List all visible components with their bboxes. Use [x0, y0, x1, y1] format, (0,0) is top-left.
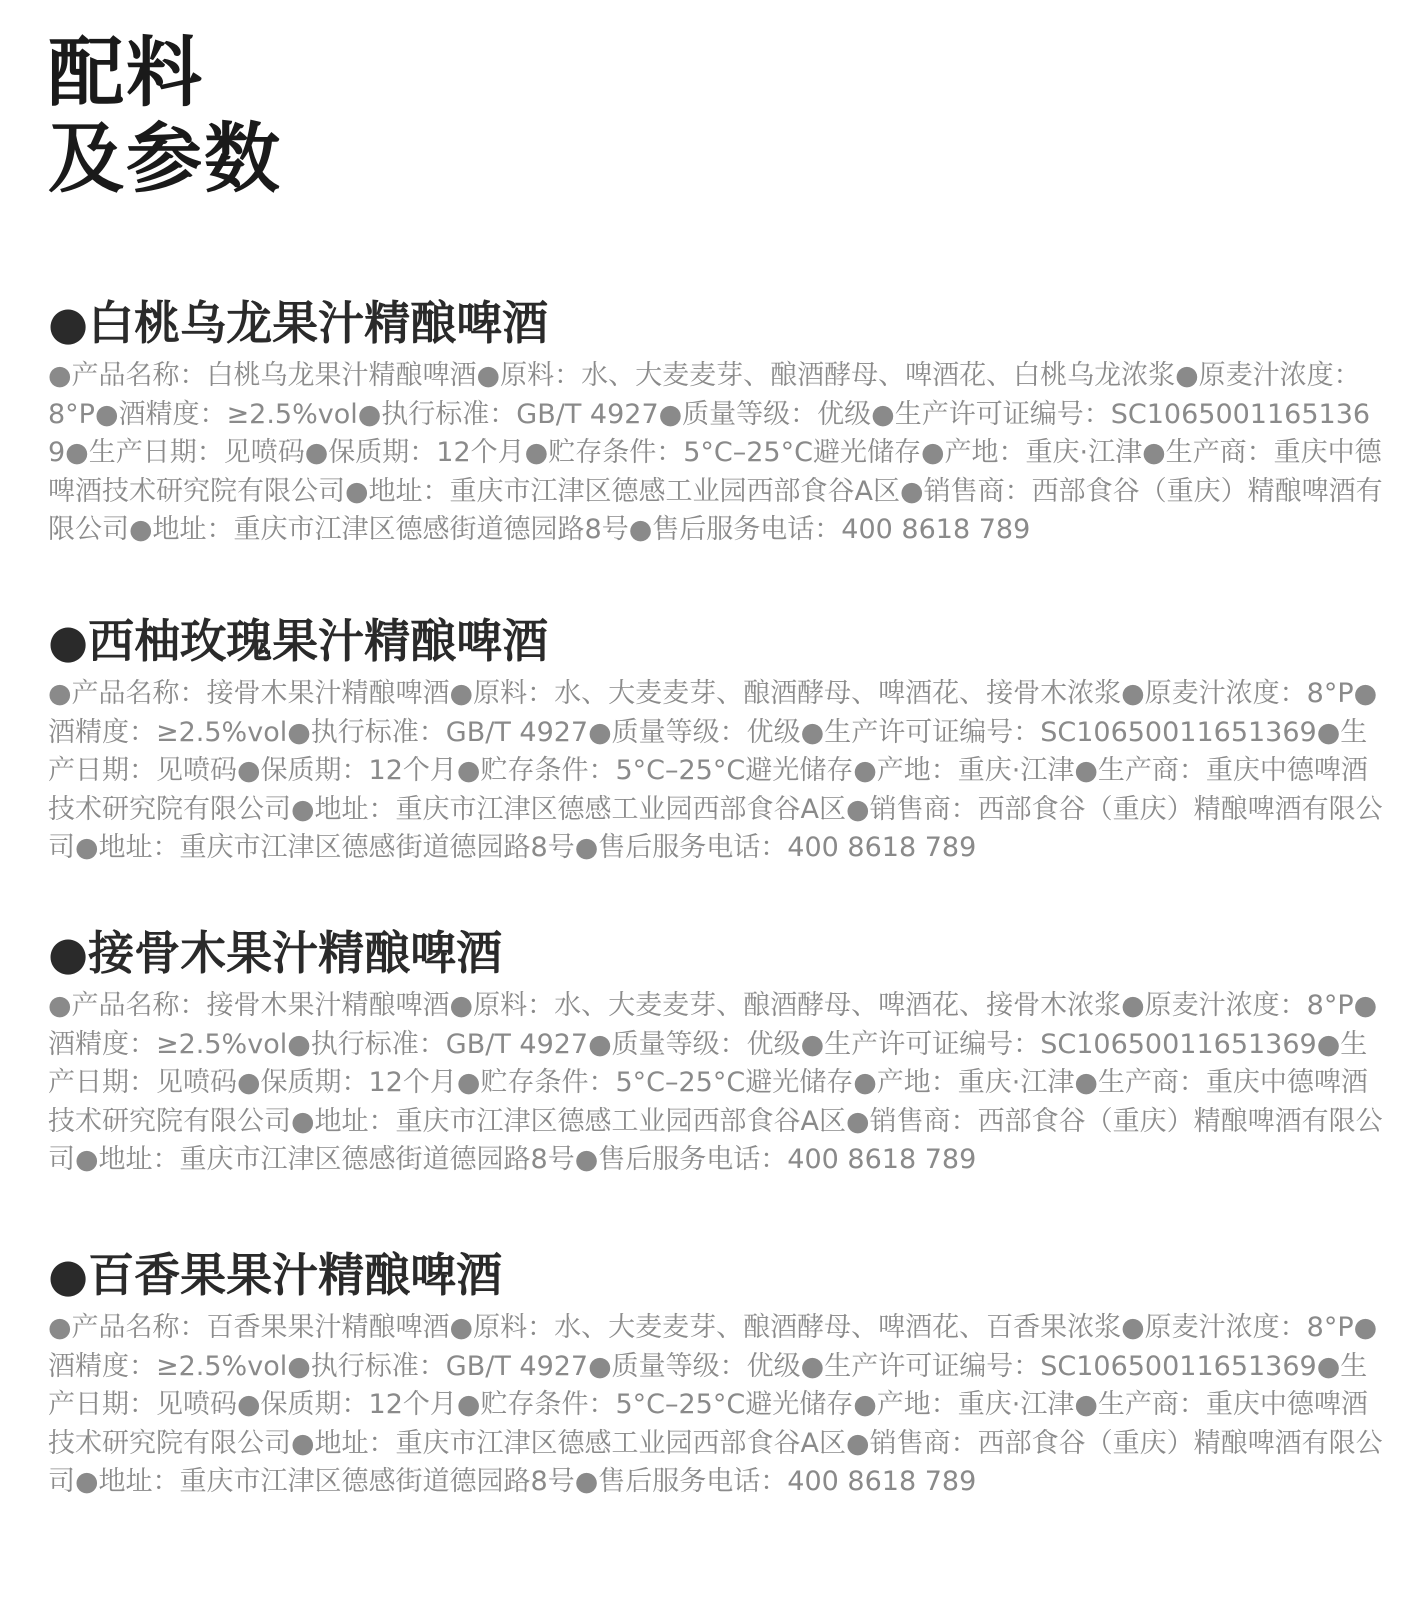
product-title: ●白桃乌龙果汁精酿啤酒 — [48, 296, 549, 350]
product-section-grapefruit-rose — [48, 613, 1388, 868]
product-section-passion-fruit — [48, 1247, 1388, 1502]
product-specs: ●产品名称：百香果果汁精酿啤酒●原料：水、大麦麦芽、酿酒酵母、啤酒花、百香果浓浆●原麦汁浓度：8°P●酒精度：≥2.5%vol●执行标准：GB/T 4927●质量等级：优级●生产许可证编号：SC10650011651369●生产日期：见喷码●保质期：12个月●贮存条件：5°C–25°C避光储存●产地：重庆·江津●生产商：重庆中德啤酒技术研究院有限公司●地址：重庆市江津区德感工业园西部食谷A区●销售商：西部食谷（重庆）精酿啤酒有限公司●地址：重庆市江津区德感街道德园路8号●售后服务电话：400 8618 789 — [48, 1312, 1383, 1497]
page-title-line1: 配料 — [48, 28, 204, 117]
product-section-white-peach-oolong — [48, 295, 1388, 550]
page-title — [48, 30, 282, 202]
product-title: ●接骨木果汁精酿啤酒 — [48, 926, 503, 980]
page-title-line2: 及参数 — [48, 114, 282, 203]
product-title: ●百香果果汁精酿啤酒 — [48, 1248, 503, 1302]
product-title: ●西柚玫瑰果汁精酿啤酒 — [48, 614, 549, 668]
product-section-elderflower — [48, 925, 1388, 1180]
product-specs: ●产品名称：白桃乌龙果汁精酿啤酒●原料：水、大麦麦芽、酿酒酵母、啤酒花、白桃乌龙浓浆●原麦汁浓度：8°P●酒精度：≥2.5%vol●执行标准：GB/T 4927●质量等级：优级●生产许可证编号：SC10650011651369●生产日期：见喷码●保质期：12个月●贮存条件：5°C–25°C避光储存●产地：重庆·江津●生产商：重庆中德啤酒技术研究院有限公司●地址：重庆市江津区德感工业园西部食谷A区●销售商：西部食谷（重庆）精酿啤酒有限公司●地址：重庆市江津区德感街道德园路8号●售后服务电话：400 8618 789 — [48, 360, 1383, 545]
product-specs: ●产品名称：接骨木果汁精酿啤酒●原料：水、大麦麦芽、酿酒酵母、啤酒花、接骨木浓浆●原麦汁浓度：8°P●酒精度：≥2.5%vol●执行标准：GB/T 4927●质量等级：优级●生产许可证编号：SC10650011651369●生产日期：见喷码●保质期：12个月●贮存条件：5°C–25°C避光储存●产地：重庆·江津●生产商：重庆中德啤酒技术研究院有限公司●地址：重庆市江津区德感工业园西部食谷A区●销售商：西部食谷（重庆）精酿啤酒有限公司●地址：重庆市江津区德感街道德园路8号●售后服务电话：400 8618 789 — [48, 678, 1383, 863]
product-specs: ●产品名称：接骨木果汁精酿啤酒●原料：水、大麦麦芽、酿酒酵母、啤酒花、接骨木浓浆●原麦汁浓度：8°P●酒精度：≥2.5%vol●执行标准：GB/T 4927●质量等级：优级●生产许可证编号：SC10650011651369●生产日期：见喷码●保质期：12个月●贮存条件：5°C–25°C避光储存●产地：重庆·江津●生产商：重庆中德啤酒技术研究院有限公司●地址：重庆市江津区德感工业园西部食谷A区●销售商：西部食谷（重庆）精酿啤酒有限公司●地址：重庆市江津区德感街道德园路8号●售后服务电话：400 8618 789 — [48, 990, 1383, 1175]
